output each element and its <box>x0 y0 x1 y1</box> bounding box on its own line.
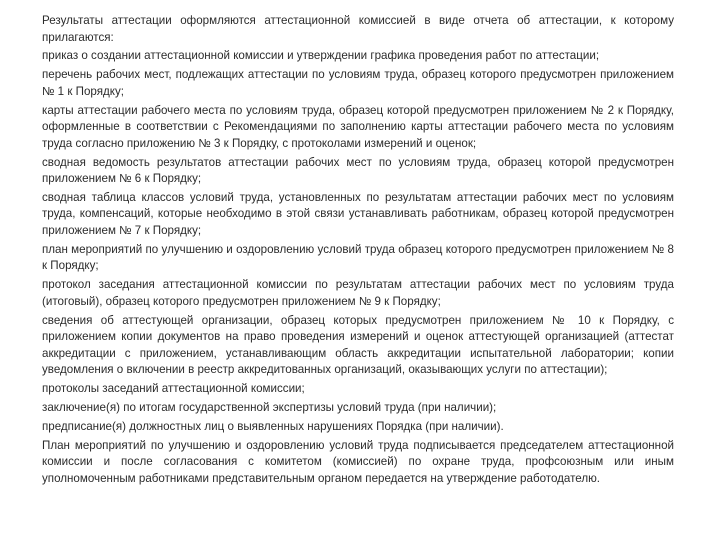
list-item-organization-info: сведения об аттестующей организации, образец которых предусмотрен приложением № 10 к Порядку, с приложением копии документов на право проведения измерений и оценок аттестующей организацией (аттестат аккредитации с приложением, устанавливающим область аккредитации испытательной лаборатории; копии уведомления о включении в реестр аккредитованных организаций, оказывающих услуги по аттестации); <box>42 313 674 377</box>
list-item-commission-order: приказ о создании аттестационной комиссии и утверждении графика проведения работ по аттестации; <box>42 49 600 63</box>
list-item-workplace-list: перечень рабочих мест, подлежащих аттестации по условиям труда, образец которого предусмотрен приложением № 1 к Порядку; <box>42 68 674 98</box>
list-item-expert-conclusion: заключение(я) по итогам государственной экспертизы условий труда (при наличии); <box>42 400 497 414</box>
list-item-meeting-protocols: протоколы заседаний аттестационной комиссии; <box>42 382 305 396</box>
list-item-prescriptions: предписание(я) должностных лиц о выявленных нарушениях Порядка (при наличии). <box>42 419 504 433</box>
list-item-classes-table: сводная таблица классов условий труда, установленных по результатам аттестации рабочих мест по условиям труда, компенсаций, которые необходимо в этой связи устанавливать работникам, образец которой предусмотрен приложением № 7 к Порядку; <box>42 190 674 238</box>
closing-paragraph: План мероприятий по улучшению и оздоровлению условий труда подписывается председателем аттестационной комиссии и после согласования с комитетом (комиссией) по охране труда, профсоюзным или иным уполномоченным работниками представительным органом передается на утверждение работодателю. <box>42 438 674 485</box>
list-item-summary-sheet: сводная ведомость результатов аттестации рабочих мест по условиям труда, образец которой предусмотрен приложением № 6 к Порядку; <box>42 155 674 186</box>
list-item-improvement-plan: план мероприятий по улучшению и оздоровлению условий труда образец которого предусмотрен приложением № 8 к Порядку; <box>42 242 674 273</box>
list-item-attestation-cards: карты аттестации рабочего места по условиям труда, образец которой предусмотрен приложением № 2 к Порядку, оформленные в соответствии с Рекомендациями по заполнению карты аттестации рабочего места по условиям труда согласно приложению № 3 к Порядку, с протоколами измерений и оценок; <box>42 103 674 150</box>
document-text <box>42 13 674 489</box>
intro-paragraph: Результаты аттестации оформляются аттестационной комиссией в виде отчета об аттестации, к которому прилагаются: <box>42 14 674 44</box>
list-item-final-protocol: протокол заседания аттестационной комиссии по результатам аттестации рабочих мест по условиям труда (итоговый), образец которого предусмотрен приложением № 9 к Порядку; <box>42 278 674 308</box>
